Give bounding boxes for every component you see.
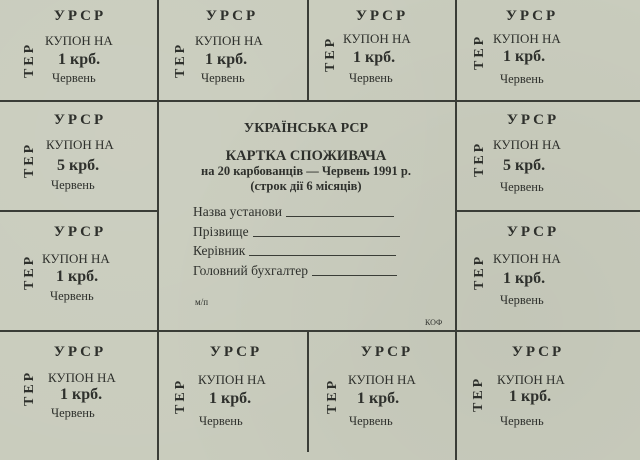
coupon-label: КУПОН НА bbox=[198, 372, 266, 387]
coupon-issuer: УРСР bbox=[53, 8, 107, 24]
field-input-line[interactable] bbox=[249, 254, 396, 256]
coupon-side-label: ТЕР bbox=[22, 369, 37, 406]
printer-mark: КОФ bbox=[425, 318, 443, 327]
coupon-month: Червень bbox=[51, 178, 95, 192]
field-chief-accountant[interactable] bbox=[193, 263, 397, 279]
coupon-label: КУПОН НА bbox=[46, 137, 114, 152]
coupon-month: Червень bbox=[50, 289, 94, 303]
coupon bbox=[157, 0, 307, 100]
coupon-amount: 1 крб. bbox=[205, 51, 248, 68]
card-republic-title: УКРАЇНСЬКА РСР bbox=[243, 121, 369, 136]
coupon-amount: 1 крб. bbox=[503, 48, 546, 65]
coupon-label: КУПОН НА bbox=[497, 372, 565, 387]
coupon bbox=[0, 330, 157, 460]
coupon-amount: 1 крб. bbox=[503, 270, 546, 287]
coupon-month: Червень bbox=[349, 71, 393, 85]
field-institution-name[interactable] bbox=[193, 204, 394, 220]
coupon-side-label: ТЕР bbox=[22, 253, 37, 290]
field-input-line[interactable] bbox=[286, 215, 394, 217]
coupon-amount: 5 крб. bbox=[503, 157, 546, 174]
coupon-side-label: ТЕР bbox=[472, 140, 487, 177]
field-label: Прізвище bbox=[193, 224, 249, 239]
coupon bbox=[157, 330, 307, 460]
coupon-side-label: ТЕР bbox=[472, 33, 487, 70]
coupon-amount: 1 крб. bbox=[60, 386, 103, 403]
coupon-side-label: ТЕР bbox=[472, 253, 487, 290]
card-validity-line: (строк дії 6 місяців) bbox=[250, 179, 362, 193]
coupon-side-label: ТЕР bbox=[325, 377, 340, 414]
coupon-issuer: УРСР bbox=[506, 224, 560, 240]
field-label: Керівник bbox=[193, 243, 246, 258]
coupon-side-label: ТЕР bbox=[323, 35, 338, 72]
coupon-label: КУПОН НА bbox=[348, 372, 416, 387]
coupon bbox=[455, 100, 640, 210]
coupon-month: Червень bbox=[201, 71, 245, 85]
coupon-amount: 5 крб. bbox=[57, 157, 100, 174]
consumer-card-panel bbox=[157, 100, 455, 330]
coupon-issuer: УРСР bbox=[506, 112, 560, 128]
coupon bbox=[307, 0, 455, 100]
coupon-month: Червень bbox=[500, 72, 544, 86]
field-manager[interactable] bbox=[193, 243, 396, 259]
coupon-issuer: УРСР bbox=[355, 8, 409, 24]
card-title: КАРТКА СПОЖИВАЧА bbox=[225, 148, 387, 164]
card-denomination-line: на 20 карбованців — Червень 1991 р. bbox=[201, 164, 411, 178]
coupon bbox=[0, 0, 157, 100]
coupon-month: Червень bbox=[500, 293, 544, 307]
coupon-label: КУПОН НА bbox=[45, 33, 113, 48]
coupon-month: Червень bbox=[51, 406, 95, 420]
coupon-month: Червень bbox=[500, 414, 544, 428]
coupon-label: КУПОН НА bbox=[493, 251, 561, 266]
coupon-amount: 1 крб. bbox=[357, 390, 400, 407]
coupon-label: КУПОН НА bbox=[343, 31, 411, 46]
coupon-issuer: УРСР bbox=[360, 344, 414, 360]
coupon-month: Червень bbox=[52, 71, 96, 85]
field-label: Головний бухгалтер bbox=[193, 263, 308, 278]
coupon-side-label: ТЕР bbox=[22, 141, 37, 178]
coupon-side-label: ТЕР bbox=[173, 41, 188, 78]
coupon-label: КУПОН НА bbox=[195, 33, 263, 48]
coupon bbox=[307, 330, 455, 460]
coupon-side-label: ТЕР bbox=[173, 377, 188, 414]
stamp-place-label: м/п bbox=[195, 297, 209, 307]
coupon bbox=[455, 210, 640, 330]
coupon-side-label: ТЕР bbox=[22, 41, 37, 78]
coupon bbox=[455, 0, 640, 100]
field-surname[interactable] bbox=[193, 224, 400, 240]
coupon-amount: 1 крб. bbox=[353, 49, 396, 66]
coupon bbox=[0, 100, 157, 210]
coupon bbox=[0, 210, 157, 330]
coupon-amount: 1 крб. bbox=[509, 388, 552, 405]
coupon-side-label: ТЕР bbox=[471, 375, 486, 412]
coupon-amount: 1 крб. bbox=[209, 390, 252, 407]
coupon-month: Червень bbox=[199, 414, 243, 428]
coupon-issuer: УРСР bbox=[53, 344, 107, 360]
coupon-issuer: УРСР bbox=[511, 344, 565, 360]
field-label: Назва установи bbox=[193, 204, 283, 219]
coupon bbox=[455, 330, 640, 460]
coupon-issuer: УРСР bbox=[53, 112, 107, 128]
field-input-line[interactable] bbox=[253, 235, 400, 237]
coupon-amount: 1 крб. bbox=[56, 268, 99, 285]
coupon-label: КУПОН НА bbox=[493, 31, 561, 46]
coupon-issuer: УРСР bbox=[209, 344, 263, 360]
coupon-label: КУПОН НА bbox=[42, 251, 110, 266]
coupon-month: Червень bbox=[500, 180, 544, 194]
coupon-issuer: УРСР bbox=[505, 8, 559, 24]
coupon-issuer: УРСР bbox=[205, 8, 259, 24]
coupon-amount: 1 крб. bbox=[58, 51, 101, 68]
coupon-month: Червень bbox=[349, 414, 393, 428]
coupon-label: КУПОН НА bbox=[48, 370, 116, 385]
field-input-line[interactable] bbox=[312, 274, 397, 276]
coupon-label: КУПОН НА bbox=[493, 137, 561, 152]
coupon-issuer: УРСР bbox=[53, 224, 107, 240]
